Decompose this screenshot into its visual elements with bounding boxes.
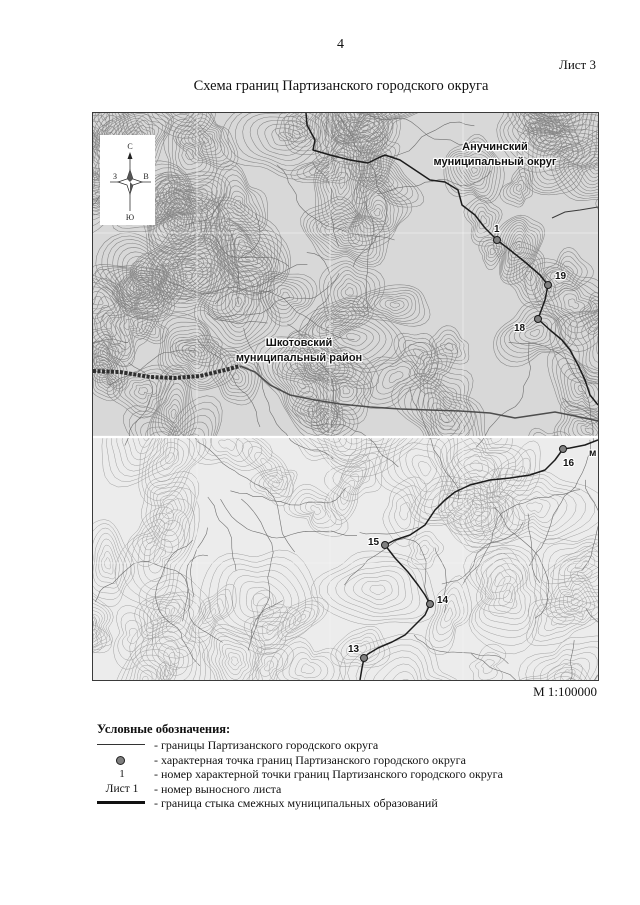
point-label: 15 [368,537,380,548]
boundary-point [361,655,368,662]
point-label: 13 [348,644,360,655]
boundary-point [494,237,501,244]
compass-east-letter: В [143,172,149,181]
legend-item-text: - номер выносного листа [154,782,282,796]
legend-item-text: - границы Партизанского городского округа [154,738,379,752]
region-label-line: муниципальный район [235,352,363,364]
point-icon [116,756,125,765]
legend-item [97,796,617,810]
thick-line-icon [97,801,145,804]
legend-item [97,782,617,796]
region-label-line: Шкотовский [265,337,333,349]
boundary-point [535,316,542,323]
region-label-line: Анучинский [462,141,528,153]
compass-south-letter: Ю [125,213,135,222]
page-number: 4 [337,37,344,52]
legend-item [97,738,617,752]
point-label: 14 [437,595,449,606]
legend-sheet-symbol: Лист 1 [105,783,139,795]
legend-item-text: - граница стыка смежных муниципальных образований [154,796,438,810]
legend-point-symbol [97,753,147,767]
point-label: 1 [494,224,500,235]
boundary-point [382,542,389,549]
legend-item-text: - номер характерной точки границ Партизанского городского округа [154,767,503,781]
map-scale: М 1:100000 [533,684,597,699]
legend-heading: Условные обозначения: [97,722,231,736]
sheet-label: Лист 3 [559,57,596,72]
legend-item-text: - характерная точка границ Партизанского городского округа [154,753,466,767]
boundary-point [545,282,552,289]
point-label: 18 [514,323,526,334]
topographic-map [93,113,598,680]
compass-west-letter: З [112,172,118,181]
legend-junction-line-symbol [97,796,147,810]
boundary-point [427,601,434,608]
legend-item [97,753,617,767]
map-frame [92,112,599,681]
legend-boundary-line-symbol [97,738,147,752]
page-title: Схема границ Партизанского городского округа [193,78,489,94]
region-label-line: муниципальный округ [433,156,557,168]
compass-rose [100,135,155,225]
map-edge-label: м [589,448,597,459]
boundary-point [560,446,567,453]
point-label: 19 [555,271,567,282]
point-label: 16 [563,458,575,469]
legend-item [97,767,617,781]
compass-north-letter: С [127,142,133,151]
thin-line-icon [97,744,145,745]
legend-number-symbol: 1 [119,768,125,780]
